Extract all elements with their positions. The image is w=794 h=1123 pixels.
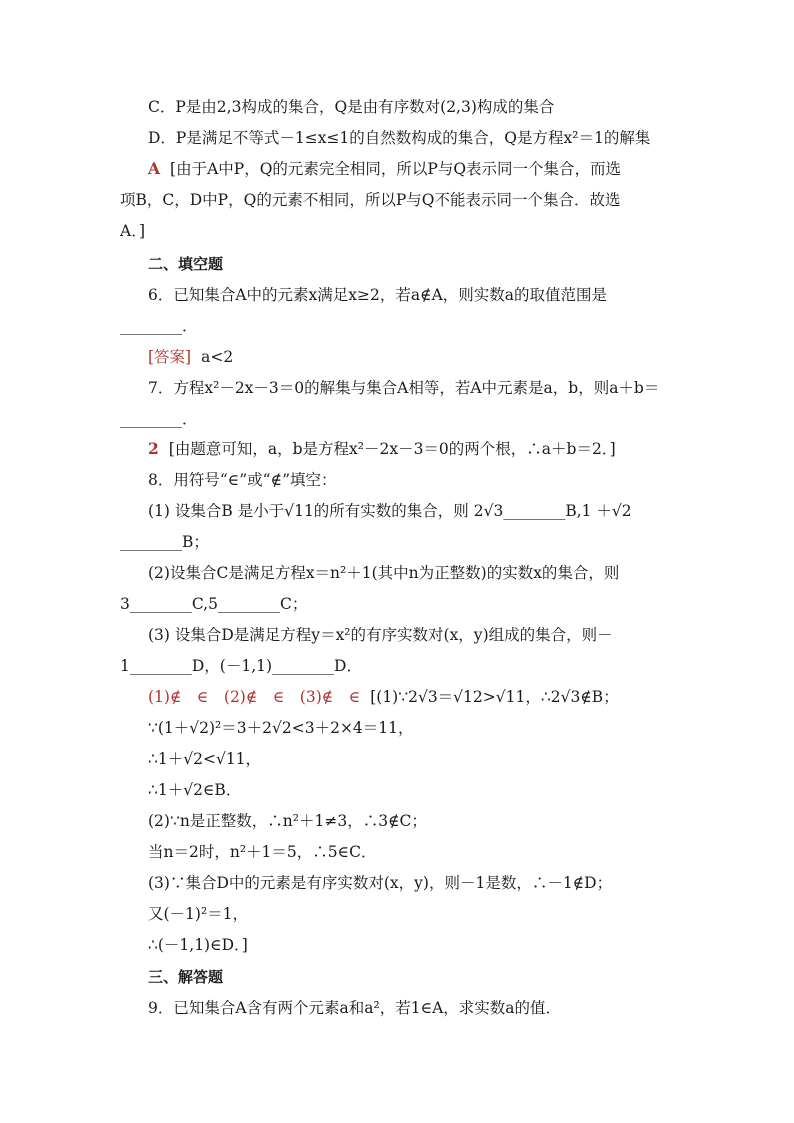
q7-text: 7．方程x²－2x－3＝0的解集与集合A相等，若A中元素是a，b，则a＋b＝ bbox=[148, 379, 660, 397]
q8-explanation-6: 当n＝2时，n²＋1＝5，∴5∈C． bbox=[148, 843, 377, 861]
q8-part2-cont: 3________C,5________C； bbox=[120, 595, 308, 613]
q5-answer-letter: A bbox=[148, 159, 161, 178]
q8-part1: (1) 设集合B 是小于√11的所有实数的集合，则 2√3________B,1 ＋√2 bbox=[148, 502, 632, 520]
q7-answer-num: 2 bbox=[148, 439, 159, 458]
q8-explanation-9: ∴(－1,1)∈D．] bbox=[148, 936, 248, 954]
option-d: D．P是满足不等式－1≤x≤1的自然数构成的集合，Q是方程x²＝1的解集 bbox=[148, 129, 651, 147]
q8-explanation-2: ∵(1＋√2)²＝3＋2√2<3＋2×4＝11， bbox=[148, 719, 414, 737]
q8-part2: (2)设集合C是满足方程x＝n²＋1(其中n为正整数)的实数x的集合，则 bbox=[148, 564, 620, 582]
q8-answers: (1)∉ ∈ (2)∉ ∈ (3)∉ ∈ bbox=[148, 688, 361, 706]
q6-answer: a<2 bbox=[201, 348, 234, 366]
q8-text: 8．用符号“∈”或“∉”填空： bbox=[148, 471, 337, 489]
q6-blank: ________． bbox=[120, 317, 198, 335]
q5-explanation-end: A．] bbox=[120, 222, 145, 240]
answer-tag: [答案] bbox=[148, 348, 192, 366]
q7-blank: ________． bbox=[120, 410, 198, 428]
q7-explanation: [由题意可知，a，b是方程x²－2x－3＝0的两个根，∴a＋b＝2．] bbox=[168, 440, 616, 458]
q5-explanation-cont: 项B，C，D中P，Q的元素不相同，所以P与Q不能表示同一个集合．故选 bbox=[120, 191, 621, 209]
option-c: C．P是由2,3构成的集合，Q是由有序数对(2,3)构成的集合 bbox=[148, 98, 555, 116]
q6-text: 6．已知集合A中的元素x满足x≥2，若a∉A，则实数a的取值范围是 bbox=[148, 286, 608, 304]
q9-text: 9．已知集合A含有两个元素a和a²，若1∈A，求实数a的值． bbox=[148, 999, 562, 1017]
q8-explanation-1: [(1)∵2√3＝√12>√11，∴2√3∉B； bbox=[370, 688, 619, 706]
q8-explanation-5: (2)∵n是正整数，∴n²＋1≠3，∴3∉C； bbox=[148, 812, 427, 830]
q8-part3-cont: 1________D，(－1,1)________D． bbox=[120, 657, 362, 675]
q8-explanation-8: 又(－1)²＝1， bbox=[148, 905, 249, 923]
q8-explanation-4: ∴1＋√2∈B． bbox=[148, 781, 242, 799]
q8-explanation-3: ∴1＋√2<√11， bbox=[148, 750, 262, 768]
q8-part3: (3) 设集合D是满足方程y＝x²的有序实数对(x，y)组成的集合，则－ bbox=[148, 626, 613, 644]
q6-answer-line bbox=[148, 346, 233, 368]
section-fill-in: 二、填空题 bbox=[148, 255, 224, 273]
section-answer: 三、解答题 bbox=[148, 968, 224, 986]
q8-part1-cont: ________B； bbox=[120, 533, 209, 551]
q8-explanation-7: (3)∵集合D中的元素是有序实数对(x，y)，则－1是数，∴－1∉D； bbox=[148, 874, 613, 892]
q5-explanation: [由于A中P，Q的元素完全相同，所以P与Q表示同一个集合，而选 bbox=[170, 160, 622, 178]
q7-answer-line bbox=[148, 438, 616, 460]
q5-answer-line bbox=[148, 158, 621, 180]
q8-answer-line bbox=[148, 686, 619, 708]
